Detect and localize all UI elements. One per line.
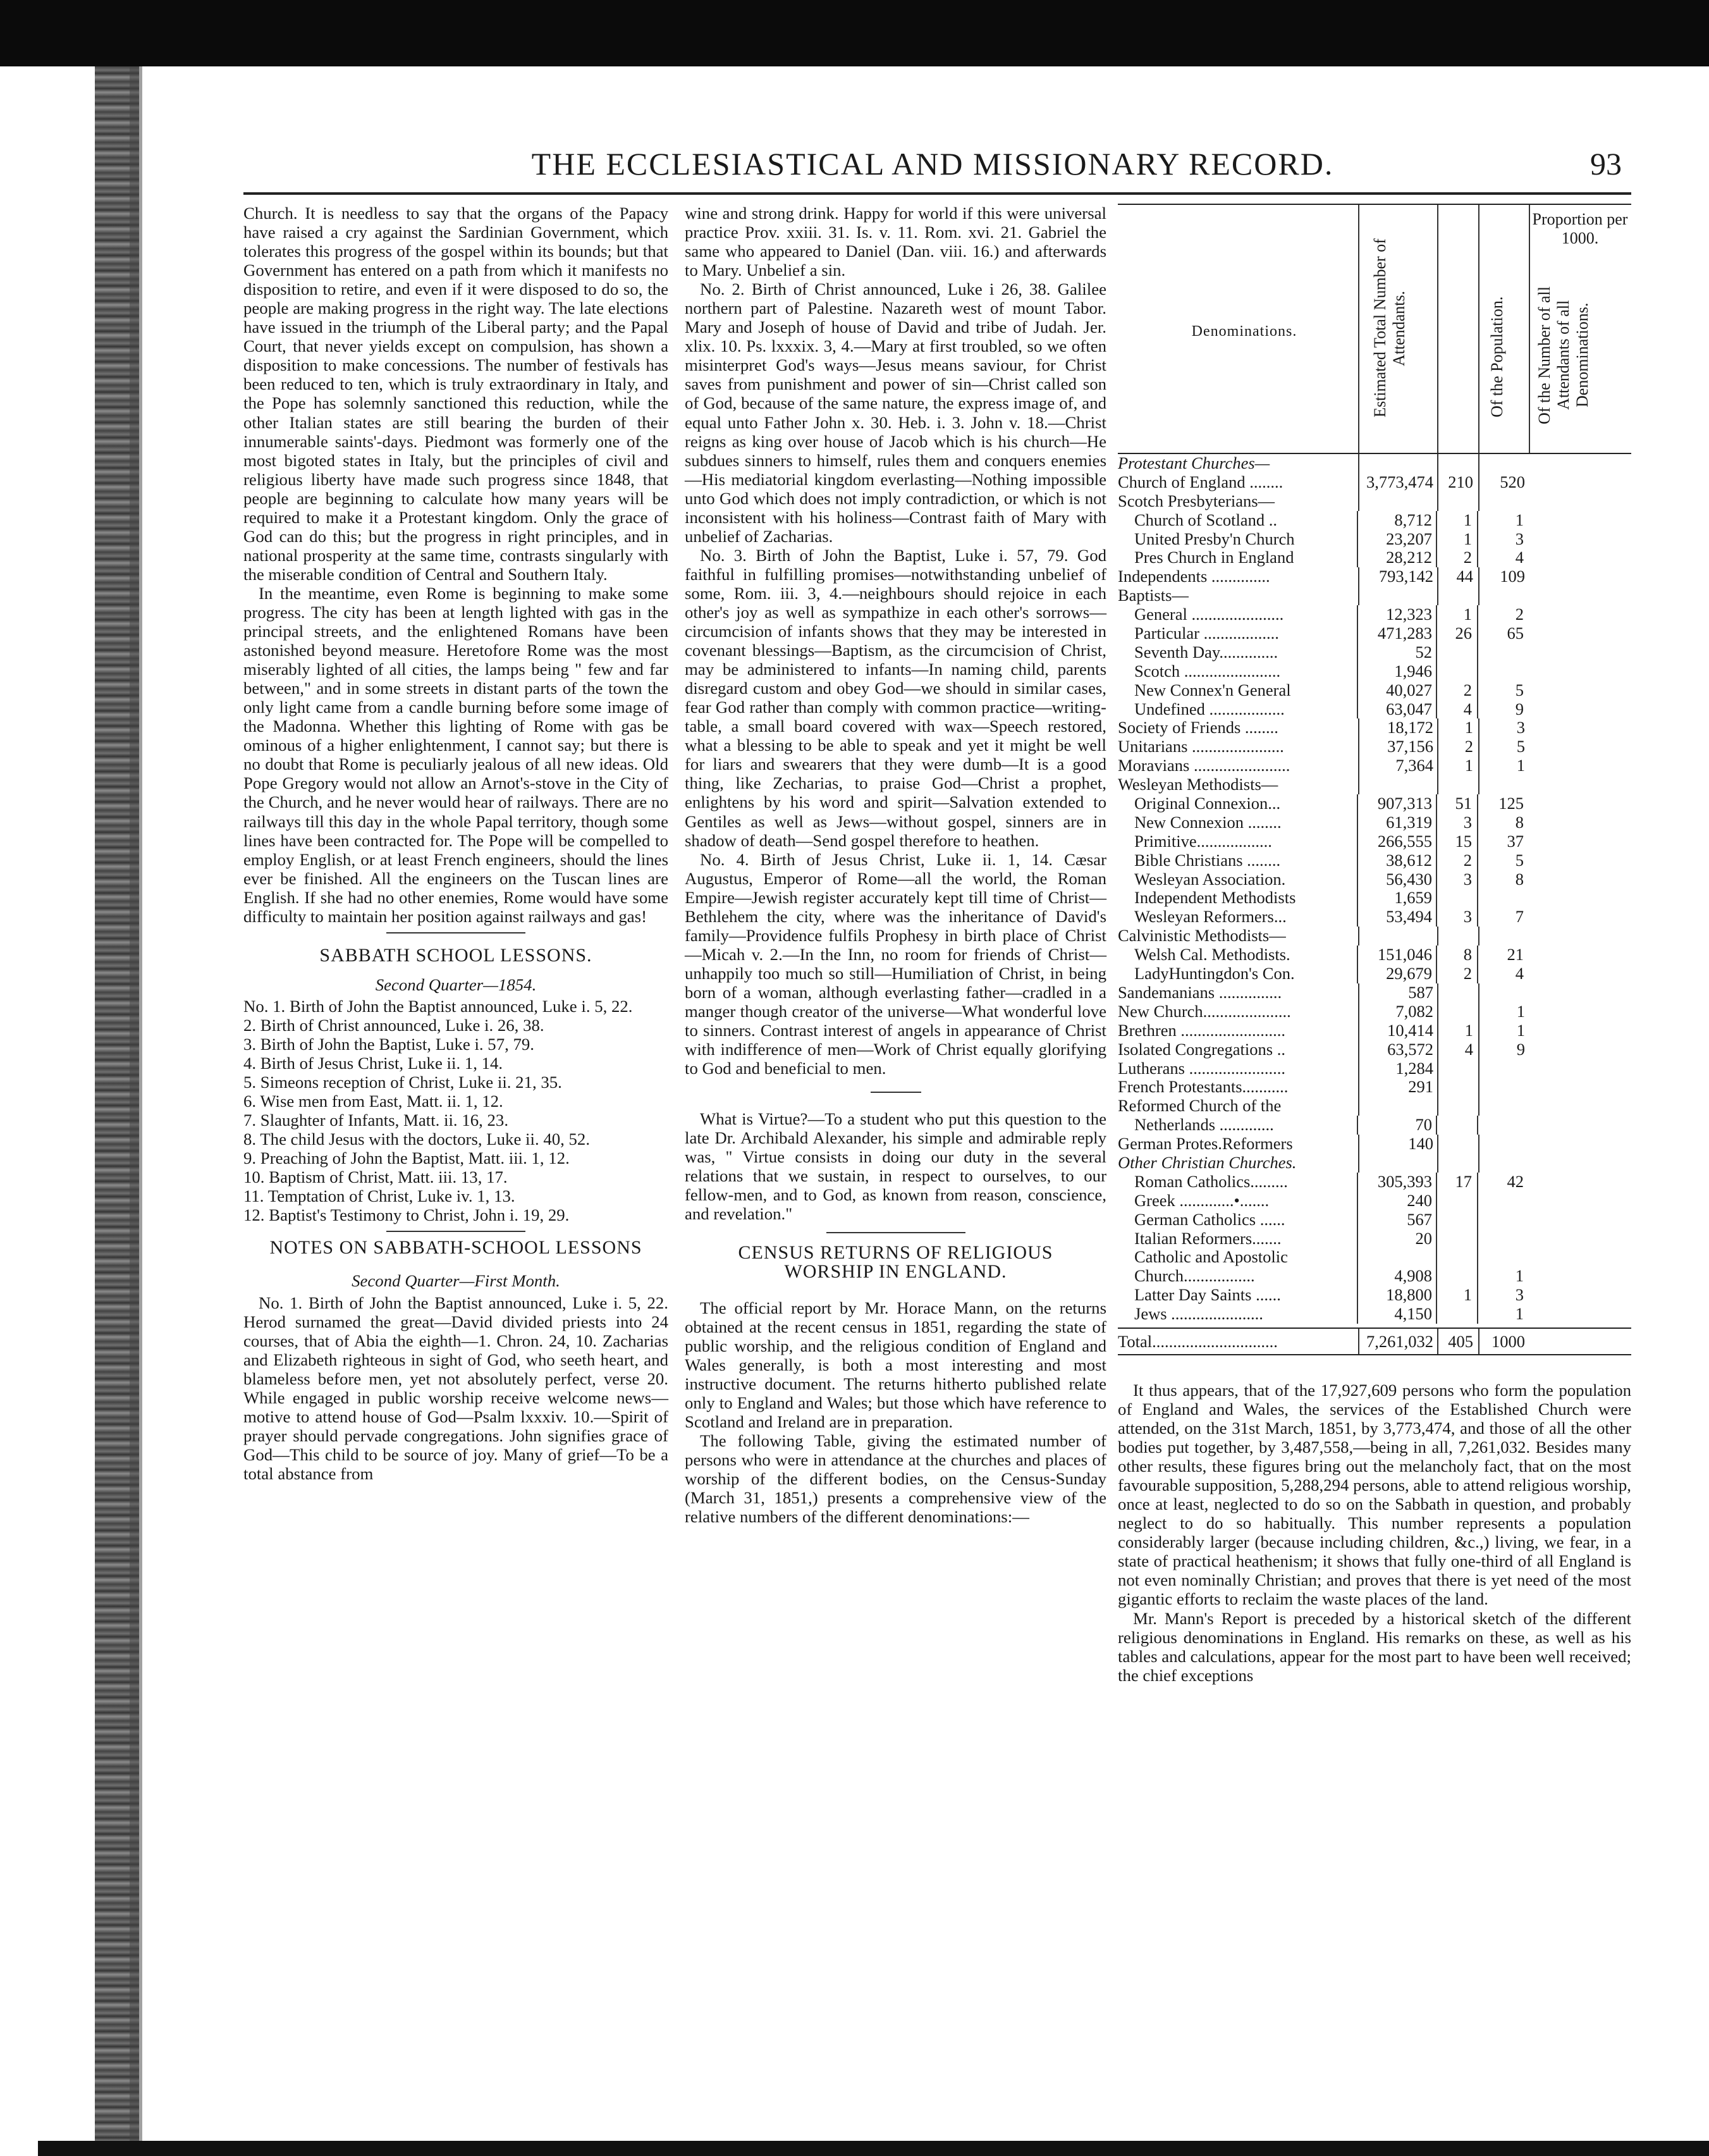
table-row: [1118, 756, 1631, 775]
estimated-cell: 70: [1358, 1116, 1437, 1135]
estimated-cell: 240: [1358, 1192, 1437, 1210]
estimated-cell: 587: [1359, 983, 1438, 1002]
denomination-cell: Italian Reformers.......: [1118, 1229, 1358, 1248]
estimated-cell: 18,172: [1359, 718, 1438, 737]
estimated-cell: 63,047: [1358, 700, 1437, 719]
population-cell: 1: [1437, 1286, 1478, 1305]
denomination-cell: Calvinistic Methodists—: [1118, 927, 1359, 946]
population-cell: 210: [1438, 473, 1479, 492]
lesson-item: 3. Birth of John the Baptist, Luke i. 57, 79.: [243, 1034, 534, 1054]
attendants-cell: 7: [1515, 907, 1524, 927]
estimated-cell: 305,393: [1358, 1173, 1437, 1192]
estimated-cell: [1358, 1248, 1437, 1267]
population-cell: [1438, 1097, 1479, 1116]
attendants-cell: 1: [1516, 1001, 1525, 1021]
lesson-list: [243, 997, 668, 1225]
lesson-item: No. 1. Birth of John the Baptist announced, Luke i. 5, 22.: [243, 996, 633, 1016]
denomination-cell: Original Connexion...: [1118, 794, 1358, 813]
denomination-cell: Seventh Day..............: [1118, 643, 1358, 662]
estimated-cell: [1359, 927, 1438, 946]
attendants-cell: [1479, 1135, 1530, 1154]
attendants-cell: 65: [1507, 624, 1524, 643]
section-divider: [871, 1092, 921, 1093]
denomination-cell: Brethren .........................: [1118, 1021, 1359, 1040]
population-cell: 8: [1437, 946, 1478, 964]
attendants-cell: [1479, 1097, 1530, 1116]
paragraph: Mr. Mann's Report is preceded by a historical sketch of the different religious denominations in England. His remarks on these, as well as his tables and calculations, appear for the most part to have been well received; the chief exceptions: [1118, 1608, 1631, 1685]
estimated-cell: 40,027: [1358, 681, 1437, 700]
population-cell: [1437, 1229, 1478, 1248]
denomination-cell: Church of Scotland ..: [1118, 511, 1358, 530]
estimated-cell: 29,679: [1358, 964, 1437, 983]
table-row: [1118, 662, 1631, 681]
paragraph: wine and strong drink. Happy for world if this were universal practice Prov. xxiii. 31. Is. v. 11. Rom. xvi. 21. Gabriel the same who appeared to Daniel (Dan. viii. 16.) and afterwards to Mary. Unbelief a sin.: [685, 204, 1106, 280]
population-cell: 3: [1437, 908, 1478, 927]
table-header: [1118, 205, 1631, 454]
attendants-cell: 9: [1515, 699, 1524, 718]
denomination-cell: Pres Church in England: [1118, 548, 1358, 567]
population-cell: 2: [1437, 851, 1478, 870]
lesson-item: 6. Wise men from East, Matt. ii. 1, 12.: [243, 1092, 503, 1111]
section-heading: SABBATH SCHOOL LESSONS.: [319, 944, 592, 966]
attendants-cell: 5: [1515, 680, 1524, 699]
proportion-header: Proportion per 1000.: [1532, 210, 1628, 247]
denomination-cell: Scotch Presbyterians—: [1118, 492, 1359, 511]
population-cell: [1437, 1248, 1478, 1267]
table-row: [1118, 983, 1631, 1002]
table-row: [1118, 927, 1631, 946]
attendants-cell: 1: [1515, 1304, 1524, 1324]
population-cell: [1437, 1116, 1478, 1135]
population-cell: 44: [1438, 567, 1479, 586]
estimated-cell: 151,046: [1358, 946, 1437, 964]
estimated-cell: 53,494: [1358, 908, 1437, 927]
population-cell: [1438, 1002, 1479, 1021]
section-heading: NOTES ON SABBATH-SCHOOL LESSONS: [269, 1237, 642, 1259]
population-cell: 2: [1438, 737, 1479, 756]
attendants-cell: 3: [1515, 1285, 1524, 1305]
denomination-cell: Bible Christians ........: [1118, 851, 1358, 870]
table-row: [1118, 1192, 1631, 1210]
column-right: [1118, 204, 1631, 1685]
denomination-cell: New Connex'n General: [1118, 681, 1358, 700]
denomination-cell: Society of Friends ........: [1118, 718, 1359, 737]
table-row: [1118, 946, 1631, 964]
population-cell: 17: [1437, 1173, 1478, 1192]
virtue-paragraph: What is Virtue?—To a student who put this question to the late Dr. Archibald Alexander, his simple and admirable reply was, " Virtue consists in doing our duty in the several relations that we sustain, in respect to ourselves, to our fellow-men, and to God, as known from reason, conscience, and revelation.": [685, 1109, 1106, 1224]
page-number: 93: [1590, 146, 1622, 182]
attendants-cell: [1478, 1116, 1529, 1135]
table-row: [1118, 832, 1631, 851]
total-attendants: 1000: [1492, 1331, 1525, 1351]
denomination-cell: Moravians .......................: [1118, 756, 1359, 775]
table-row: [1118, 624, 1631, 643]
attendants-cell: [1479, 1154, 1530, 1173]
estimated-cell: [1359, 586, 1438, 605]
denomination-cell: Reformed Church of the: [1118, 1097, 1359, 1116]
denomination-cell: Welsh Cal. Methodists.: [1118, 946, 1358, 964]
table-row: [1118, 1002, 1631, 1021]
population-cell: 2: [1437, 681, 1478, 700]
population-cell: [1438, 1078, 1479, 1097]
header-rule: [243, 192, 1631, 195]
census-table: [1118, 204, 1631, 1355]
attendants-cell: [1479, 1059, 1530, 1078]
attendants-cell: [1479, 775, 1530, 794]
lesson-item: 11. Temptation of Christ, Luke iv. 1, 13.: [243, 1186, 515, 1206]
population-cell: 4: [1438, 1040, 1479, 1059]
attendants-cell: 4: [1515, 964, 1524, 983]
attendants-cell: [1478, 1229, 1529, 1248]
denomination-cell: Greek .............•.......: [1118, 1192, 1358, 1210]
population-cell: [1438, 586, 1479, 605]
population-cell: 3: [1437, 813, 1478, 832]
denominations-header: Denominations.: [1191, 323, 1297, 340]
table-row: [1118, 454, 1631, 473]
attendants-cell: 8: [1515, 812, 1524, 832]
denomination-cell: Wesleyan Methodists—: [1118, 775, 1359, 794]
attendants-cell: 4: [1515, 548, 1524, 567]
denomination-cell: Roman Catholics.........: [1118, 1173, 1358, 1192]
denomination-cell: Jews ......................: [1118, 1305, 1358, 1324]
running-header: [243, 145, 1622, 190]
table-row: [1118, 530, 1631, 549]
estimated-cell: 4,150: [1358, 1305, 1437, 1324]
estimated-cell: 567: [1358, 1210, 1437, 1229]
table-row: [1118, 1040, 1631, 1059]
estimated-cell: [1359, 775, 1438, 794]
denomination-cell: Church of England ........: [1118, 473, 1359, 492]
denomination-cell: Wesleyan Reformers...: [1118, 908, 1358, 927]
denomination-cell: General ......................: [1118, 605, 1358, 624]
estimated-cell: 52: [1358, 643, 1437, 662]
estimated-cell: 471,283: [1358, 624, 1437, 643]
table-row: [1118, 1248, 1631, 1267]
attendants-cell: [1478, 1248, 1529, 1267]
table-row: [1118, 964, 1631, 983]
table-row: [1118, 492, 1631, 511]
population-cell: [1438, 492, 1479, 511]
paragraph: No. 4. Birth of Jesus Christ, Luke ii. 1, 14. Cæsar Augustus, Emperor of Rome—all the world, the Roman Empire—Jewish register accurately kept till time of Christ—Bethlehem the city, where was the inheritance of David's family—Providence fulfils Prophesy in birth place of Christ—Micah v. 2.—In the Inn, no room for friends of Christ—unhappily too much so still—Humiliation of Christ, in being born of a woman, although everlasting father—cradled in a manger though creator of the universe—What wonderful love to sinners. Contrast interest of angels in appearance of Christ with indifference of men—Work of Christ equally glorifying to God and beneficial to men.: [685, 849, 1106, 1078]
estimated-cell: 3,773,474: [1359, 473, 1438, 492]
scan-bottom-border: [38, 2141, 1709, 2156]
lesson-item: 8. The child Jesus with the doctors, Luke ii. 40, 52.: [243, 1130, 591, 1149]
estimated-cell: 37,156: [1359, 737, 1438, 756]
section-heading: CENSUS RETURNS OF RELIGIOUS WORSHIP IN ENGLAND.: [738, 1242, 1053, 1283]
table-row: [1118, 681, 1631, 700]
attendants-cell: 109: [1500, 567, 1525, 586]
attendants-cell: 21: [1507, 945, 1524, 964]
attendants-cell: [1479, 927, 1530, 946]
table-row: [1118, 548, 1631, 567]
denomination-cell: Primitive..................: [1118, 832, 1358, 851]
paragraph: Church. It is needless to say that the organs of the Papacy have raised a cry against the Sardinian Government, which tolerates this progress of the gospel within its bounds; but that Government has entered on a path from which it manifests no disposition to retire, and even if it were disposed to do so, the people are making progress in the right way. The late elections have issued in the triumph of the Liberal party; and the Papal Court, that never yields except on compulsion, has shown a disposition to make concessions. The number of festivals has been reduced to ten, which is truly extraordinary in Italy, and the Pope has solemnly sanctioned this reduction, while the other Italian states are still bearing the burden of their innumerable saints'-days. Piedmont was formerly one of the most bigoted states in Italy, but the principles of civil and religious liberty have made such progress since 1848, that people are beginning to calculate how many years will be required to make it a Protestant kingdom. Only the grace of God can do this; but the progress in right principles, and in national prosperity at the same time, contrasts singularly with the miserable condition of Central and Southern Italy.: [243, 204, 668, 584]
population-cell: 3: [1437, 870, 1478, 889]
population-cell: [1437, 889, 1478, 908]
estimated-cell: 140: [1359, 1135, 1438, 1154]
section-divider: [386, 1231, 525, 1232]
denomination-cell: Particular ..................: [1118, 624, 1358, 643]
denomination-cell: Church.................: [1118, 1267, 1358, 1286]
attendants-cell: 3: [1516, 718, 1525, 737]
lesson-item: 9. Preaching of John the Baptist, Matt. iii. 1, 12.: [243, 1149, 570, 1168]
table-row: [1118, 1305, 1631, 1324]
table-row: [1118, 586, 1631, 605]
denomination-cell: Unitarians ......................: [1118, 737, 1359, 756]
table-row: [1118, 737, 1631, 756]
section-divider: [826, 1232, 965, 1233]
table-row: [1118, 718, 1631, 737]
attendants-cell: 1: [1515, 510, 1524, 529]
table-row: [1118, 889, 1631, 908]
attendants-cell: [1478, 1192, 1529, 1210]
scan-binding-shadow: [130, 66, 142, 2156]
table-row: [1118, 1097, 1631, 1116]
population-cell: 1: [1437, 530, 1478, 549]
denomination-cell: German Catholics ......: [1118, 1210, 1358, 1229]
denomination-cell: Independents ..............: [1118, 567, 1359, 586]
table-row: [1118, 870, 1631, 889]
paragraph: The official report by Mr. Horace Mann, on the returns obtained at the recent census in 1851, regarding the state of public worship, and the religious condition of England and Wales generally, is both a most interesting and most instructive document. The returns hitherto published relate only to England and Wales; but those which have reference to Scotland and Ireland are in preparation.: [685, 1298, 1106, 1431]
population-cell: [1438, 775, 1479, 794]
paragraph: No. 3. Birth of John the Baptist, Luke i. 57, 79. God faithful in fulfilling promises—notwithstanding unbelief of some, Rom. iii. 3, 4.—neighbours should rejoice in each other's joy as well as sympathize in each other's sorrows—circumcision of infants shows that they may be interested in covenant blessings—Baptism, as the circumcision of Christ, may be administered to infants—In naming child, parents disregard custom and obey God—we should in similar cases, fear God rather than comply with common practice—writing-table, a small board covered with wax—Speech restored, what a blessing to be able to speak and yet it might be well for liars and swearers that they were dumb—It is a good thing, like Zecharias, to praise God—Christ a prophet, enlightens by his word and spirit—Salvation extended to Gentiles as well as Jews—without gospel, sinners are in shadow of death—Send gospel therefore to heathen.: [685, 545, 1106, 850]
denomination-cell: LadyHuntingdon's Con.: [1118, 964, 1358, 983]
denomination-cell: Other Christian Churches.: [1118, 1154, 1359, 1173]
estimated-cell: 8,712: [1358, 511, 1437, 530]
estimated-cell: [1359, 492, 1438, 511]
attendants-cell: 5: [1515, 850, 1524, 870]
denomination-cell: German Protes.Reformers: [1118, 1135, 1359, 1154]
denomination-cell: Protestant Churches—: [1118, 454, 1359, 473]
lesson-item: 5. Simeons reception of Christ, Luke ii. 21, 35.: [243, 1073, 562, 1092]
attendants-cell: 42: [1507, 1171, 1524, 1191]
denomination-cell: New Connexion ........: [1118, 813, 1358, 832]
table-row: [1118, 775, 1631, 794]
journal-title: THE ECCLESIASTICAL AND MISSIONARY RECORD.: [531, 146, 1334, 182]
denomination-cell: Wesleyan Association.: [1118, 870, 1358, 889]
denomination-cell: Isolated Congregations ..: [1118, 1040, 1359, 1059]
estimated-cell: 793,142: [1359, 567, 1438, 586]
table-total-row: [1118, 1327, 1631, 1355]
estimated-cell: 12,323: [1358, 605, 1437, 624]
of-population-header: Of the Population.: [1488, 296, 1506, 417]
population-cell: [1438, 927, 1479, 946]
population-cell: 26: [1437, 624, 1478, 643]
attendants-cell: [1478, 662, 1529, 681]
attendants-cell: 125: [1498, 794, 1524, 813]
estimated-cell: 7,082: [1359, 1002, 1438, 1021]
attendants-cell: 3: [1515, 529, 1524, 548]
attendants-cell: 5: [1516, 737, 1525, 756]
denomination-cell: Scotch .......................: [1118, 662, 1358, 681]
table-row: [1118, 1059, 1631, 1078]
table-row: [1118, 851, 1631, 870]
estimated-cell: 291: [1359, 1078, 1438, 1097]
table-row: [1118, 1267, 1631, 1286]
population-cell: [1438, 1059, 1479, 1078]
denomination-cell: Catholic and Apostolic: [1118, 1248, 1358, 1267]
estimated-cell: [1359, 1097, 1438, 1116]
table-row: [1118, 1078, 1631, 1097]
estimated-cell: 20: [1358, 1229, 1437, 1248]
estimated-cell: 907,313: [1358, 794, 1437, 813]
table-row: [1118, 605, 1631, 624]
population-cell: 1: [1438, 718, 1479, 737]
estimated-cell: 1,946: [1358, 662, 1437, 681]
lesson-item: 7. Slaughter of Infants, Matt. ii. 16, 23.: [243, 1111, 509, 1130]
section-subheading: Second Quarter—1854.: [375, 975, 537, 994]
attendants-cell: 1: [1515, 1266, 1524, 1286]
denomination-cell: Sandemanians ...............: [1118, 983, 1359, 1002]
table-row: [1118, 908, 1631, 927]
population-cell: [1438, 1154, 1479, 1173]
table-row: [1118, 1286, 1631, 1305]
attendants-cell: [1479, 1078, 1530, 1097]
population-cell: [1437, 662, 1478, 681]
population-cell: 2: [1437, 964, 1478, 983]
denomination-cell: United Presby'n Church: [1118, 530, 1358, 549]
attendants-cell: [1479, 492, 1530, 511]
lesson-item: 4. Birth of Jesus Christ, Luke ii. 1, 14.: [243, 1054, 503, 1073]
estimated-cell: 1,284: [1359, 1059, 1438, 1078]
attendants-cell: [1479, 454, 1530, 473]
column-left: [243, 204, 668, 1483]
estimated-cell: 7,364: [1359, 756, 1438, 775]
attendants-cell: 37: [1507, 831, 1524, 851]
attendants-cell: [1478, 1210, 1529, 1229]
total-population: 405: [1438, 1329, 1479, 1354]
population-cell: 15: [1437, 832, 1478, 851]
population-cell: [1438, 983, 1479, 1002]
attendants-cell: [1478, 643, 1529, 662]
denomination-cell: Latter Day Saints ......: [1118, 1286, 1358, 1305]
denomination-cell: New Church.....................: [1118, 1002, 1359, 1021]
lesson-item: 10. Baptism of Christ, Matt. iii. 13, 17.: [243, 1167, 508, 1187]
column-middle: [685, 204, 1106, 1526]
estimated-cell: 28,212: [1358, 548, 1437, 567]
table-row: [1118, 700, 1631, 719]
population-cell: [1437, 1192, 1478, 1210]
population-cell: 1: [1438, 1021, 1479, 1040]
table-row: [1118, 473, 1631, 492]
estimated-cell: [1359, 454, 1438, 473]
population-cell: 1: [1437, 511, 1478, 530]
attendants-cell: 1: [1516, 1020, 1525, 1040]
estimated-cell: 38,612: [1358, 851, 1437, 870]
attendants-cell: [1478, 889, 1529, 908]
denomination-cell: French Protestants...........: [1118, 1078, 1359, 1097]
table-row: [1118, 511, 1631, 530]
population-cell: 1: [1438, 756, 1479, 775]
population-cell: 51: [1437, 794, 1478, 813]
attendants-cell: 2: [1515, 605, 1524, 624]
estimated-cell: 61,319: [1358, 813, 1437, 832]
paragraph: No. 1. Birth of John the Baptist announced, Luke i. 5, 22. Herod surnamed the great—David divided priests into 24 courses, that of Abia the eighth—1. Chron. 24, 10. Zacharias and Elizabeth righteous in sight of God, who seeth heart, and blameless before men, yet not absolutely perfect, verse 20. While engaged in public worship receive welcome news—motive to attend house of God—Psalm lxxxiv. 10.—Spirit of prayer should pervade congregations. John signifies grace of God—This child to be source of joy. Many of grief—To be a total abstance from: [243, 1293, 668, 1483]
estimated-cell: 1,659: [1358, 889, 1437, 908]
table-row: [1118, 1116, 1631, 1135]
estimated-header: Estimated Total Number of Attendants.: [1371, 238, 1408, 418]
table-row: [1118, 643, 1631, 662]
scan-top-border: [0, 0, 1709, 66]
table-row: [1118, 1021, 1631, 1040]
table-body: [1118, 454, 1631, 1324]
denomination-cell: Baptists—: [1118, 586, 1359, 605]
attendants-cell: [1479, 983, 1530, 1002]
denomination-cell: Lutherans .......................: [1118, 1059, 1359, 1078]
estimated-cell: 4,908: [1358, 1267, 1437, 1286]
table-row: [1118, 1173, 1631, 1192]
population-cell: 4: [1437, 700, 1478, 719]
table-row: [1118, 1154, 1631, 1173]
population-cell: [1438, 1135, 1479, 1154]
total-label: Total..............................: [1118, 1329, 1359, 1354]
population-cell: 1: [1437, 605, 1478, 624]
estimated-cell: 56,430: [1358, 870, 1437, 889]
total-estimated: 7,261,032: [1359, 1329, 1438, 1354]
attendants-cell: 1: [1516, 756, 1525, 775]
denomination-cell: Independent Methodists: [1118, 889, 1358, 908]
lesson-item: 2. Birth of Christ announced, Luke i. 26, 38.: [243, 1015, 544, 1035]
table-row: [1118, 1210, 1631, 1229]
attendants-cell: [1479, 586, 1530, 605]
population-cell: [1438, 454, 1479, 473]
denomination-cell: Undefined ..................: [1118, 700, 1358, 719]
table-row: [1118, 794, 1631, 813]
estimated-cell: 23,207: [1358, 530, 1437, 549]
table-row: [1118, 1229, 1631, 1248]
denomination-cell: Netherlands .............: [1118, 1116, 1358, 1135]
section-divider: [386, 932, 525, 933]
table-row: [1118, 1135, 1631, 1154]
population-cell: [1437, 1267, 1478, 1286]
estimated-cell: 18,800: [1358, 1286, 1437, 1305]
population-cell: 2: [1437, 548, 1478, 567]
paragraph: No. 2. Birth of Christ announced, Luke i 26, 38. Galilee northern part of Palestine. Nazareth west of mount Tabor. Mary and Joseph of house of David and tribe of Judah. Jer. xlix. 10. Ps. lxxxix. 3, 4.—Mary at first troubled, so we often misinterpret God's ways—Jesus means saviour, for Christ saves from punishment and power of sin—Christ called son of God, because of the same nature, the express image of, and equal unto Father John x. 30. Heb. i. 3. John v. 18.—Christ reigns as king over house of Jacob which is his church—He subdues sinners to himself, rules them and conquers enemies—His mediatorial kingdom everlasting—Nothing impossible unto God which does not imply contradiction, or which is not inconsistent with his holiness—Contrast faith of Mary with unbelief of Zacharias.: [685, 280, 1106, 546]
of-attendants-header: Of the Number of all Attendants of all Denominations.: [1535, 286, 1591, 424]
estimated-cell: 63,572: [1359, 1040, 1438, 1059]
population-cell: [1437, 643, 1478, 662]
attendants-cell: 9: [1516, 1039, 1525, 1059]
section-subheading: Second Quarter—First Month.: [352, 1271, 560, 1291]
table-row: [1118, 813, 1631, 832]
population-cell: [1437, 1210, 1478, 1229]
attendants-cell: 8: [1515, 869, 1524, 889]
population-cell: [1437, 1305, 1478, 1324]
estimated-cell: 266,555: [1358, 832, 1437, 851]
lesson-item: 12. Baptist's Testimony to Christ, John i. 19, 29.: [243, 1205, 570, 1225]
estimated-cell: [1359, 1154, 1438, 1173]
paragraph: The following Table, giving the estimated number of persons who were in attendance at the churches and places of worship of the different bodies, on the Census-Sunday (March 31, 1851,) presents a comprehensive view of the relative numbers of the different denominations:—: [685, 1431, 1106, 1527]
attendants-cell: 520: [1500, 472, 1525, 491]
estimated-cell: 10,414: [1359, 1021, 1438, 1040]
table-row: [1118, 567, 1631, 586]
paragraph: It thus appears, that of the 17,927,609 persons who form the population of England and Wales, the services of the Established Church were attended, on the 31st March, 1851, by 3,773,474, and those of all the other bodies put together, by 3,487,558,—being in all, 7,261,032. Besides many other results, these figures bring out the melancholy fact, that on the most favourable supposition, 5,288,294 persons, able to attend religious worship, once at least, neglected to do so on the Sabbath in question, and probably neglect to do so habitually. This number represents a population considerably larger (because including children, &c.,) living, we fear, in a state of practical heathenism; it shows that fully one-third of all England is not even nominally Christian; and proves that there is yet need of the most gigantic efforts to reclaim the waste places of the land.: [1118, 1380, 1631, 1609]
paragraph: In the meantime, even Rome is beginning to make some progress. The city has been at length lighted with gas in the principal streets, and the enlightened Romans have been astonished beyond measure. Heretofore Rome was the most miserably lighted of all cities, the lamps being " few and far between," and in some streets in distant parts of the town the only light came from a candle burning before some image of the Madonna. Whether this lighting of Rome with gas be ominous of a higher enlightenment, I cannot say; but there is no doubt that Rome is peculiarly jealous of all new ideas. Old Pope Gregory would not allow an Arnot's-stove in the City of the Church, and he never would hear of railways. There are no railways till this day in the whole Papal territory, though some lines have been contracted for. The Pope will be compelled to employ English, or at least French engineers, should the lines ever be finished. All the engineers on the Tuscan lines are English. If she had no other enemies, Rome would have some difficulty to maintain her position against railways and gas!: [243, 583, 668, 926]
